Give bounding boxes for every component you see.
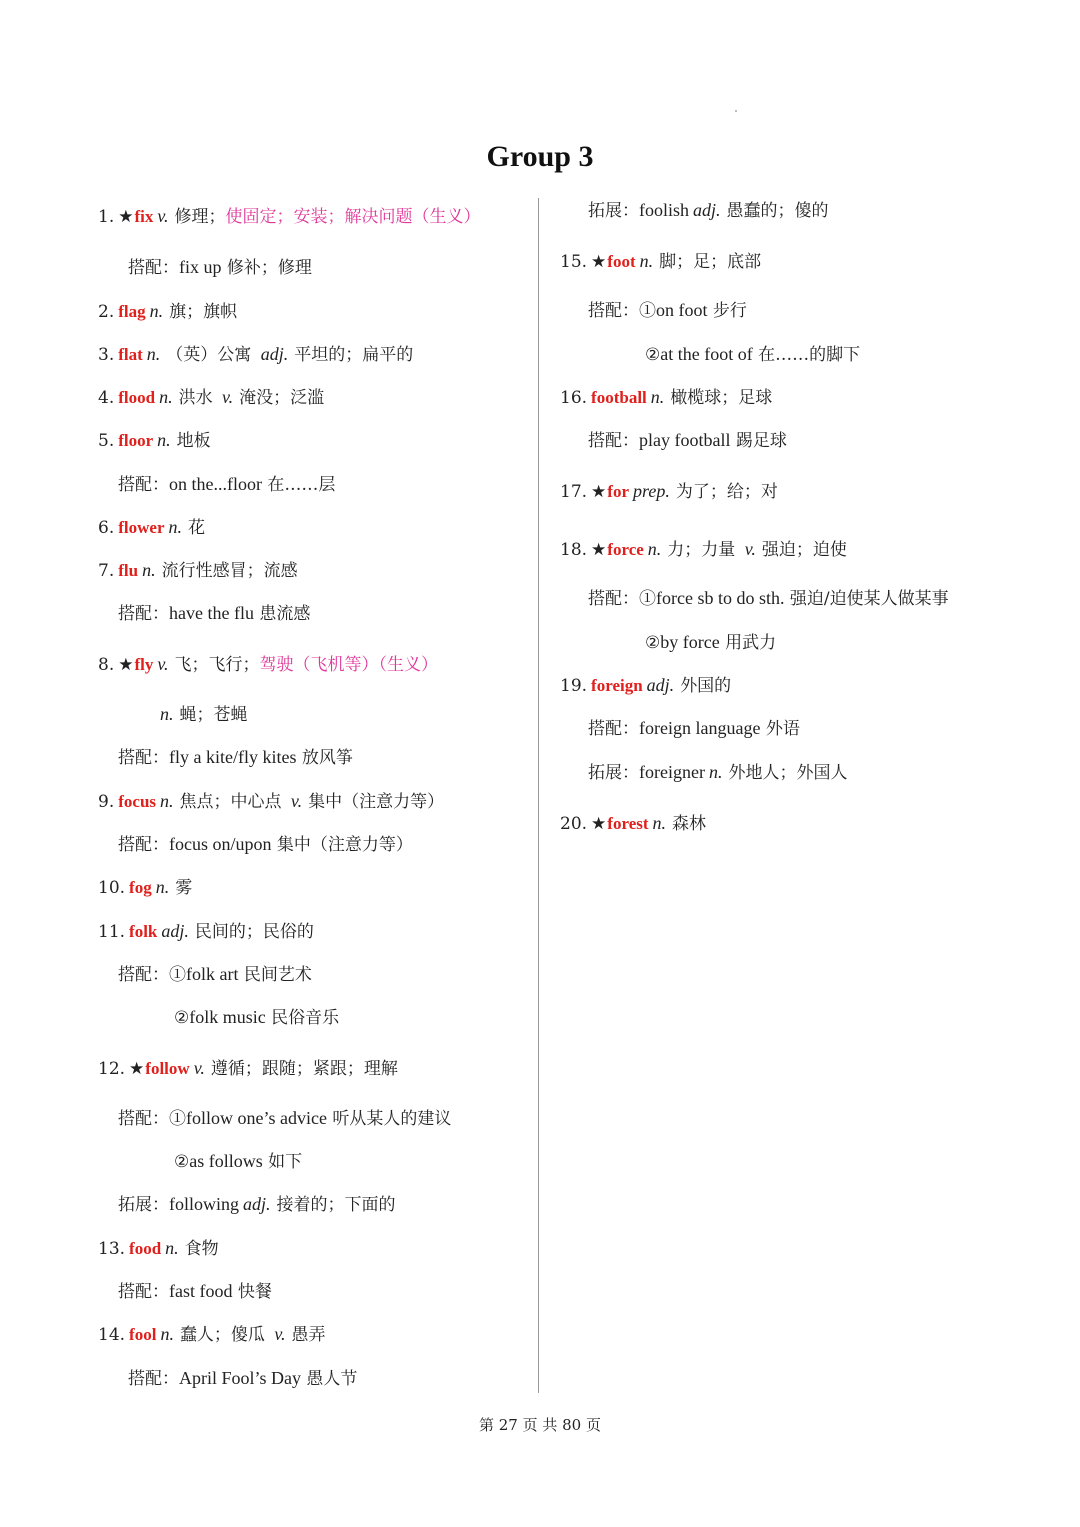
extended-meaning: 驾驶（飞机等）（生义）: [259, 655, 439, 675]
vocab-entry: [560, 538, 847, 561]
vocab-entry: [560, 386, 772, 409]
part-of-speech: v.: [290, 791, 303, 811]
definition: 为了；给；对: [675, 482, 778, 502]
definition: 蝇；苍蝇: [179, 705, 248, 725]
part-of-speech: n.: [146, 344, 161, 364]
entry-number: 2.: [98, 302, 115, 322]
vocab-entry: [98, 1237, 219, 1260]
definition: 外地人；外国人: [728, 763, 848, 783]
phrase: on the...floor: [169, 474, 262, 494]
part-of-speech: n.: [155, 877, 170, 897]
entry-number: 17.: [560, 482, 588, 502]
vocab-entry: [560, 812, 706, 835]
detail-label: 拓展：: [588, 201, 639, 221]
definition: ②: [645, 633, 661, 653]
definition: 放风筝: [296, 748, 353, 768]
entry-detail: [118, 1280, 272, 1303]
definition: 飞；飞行；: [174, 655, 260, 675]
phrase: following: [169, 1194, 239, 1214]
vocab-entry: [560, 480, 778, 503]
definition: 在……的脚下: [752, 345, 861, 365]
definition: ①: [639, 589, 656, 609]
headword: for: [607, 482, 630, 501]
definition: 流行性感冒；流感: [161, 561, 298, 581]
headword: focus: [118, 792, 157, 811]
headword: fix: [134, 207, 154, 226]
part-of-speech: v.: [744, 539, 756, 559]
vocab-entry: [98, 1323, 326, 1346]
part-of-speech: n.: [647, 539, 662, 559]
entry-number: 9.: [98, 792, 115, 812]
definition: 听从某人的建议: [326, 1109, 452, 1129]
definition: 强迫/迫使某人做某事: [784, 589, 949, 609]
entry-detail: [128, 256, 312, 279]
headword: follow: [145, 1059, 190, 1078]
entry-number: 6.: [98, 518, 115, 538]
definition: 接着的；下面的: [276, 1195, 396, 1215]
definition: 旗；旗帜: [169, 302, 238, 322]
part-of-speech: adj.: [646, 675, 675, 695]
headword: foot: [607, 252, 636, 271]
entry-number: 3.: [98, 345, 115, 365]
phrase: April Fool’s Day: [179, 1368, 302, 1388]
headword: flu: [118, 561, 139, 580]
part-of-speech: n.: [160, 791, 174, 811]
detail-label: 搭配：: [118, 604, 169, 624]
entry-number: 10.: [98, 878, 126, 898]
phrase: have the flu: [169, 603, 254, 623]
entry-number: 18.: [560, 540, 588, 560]
definition: 强迫；迫使: [761, 540, 847, 560]
definition: 遵循；跟随；紧跟；理解: [210, 1059, 398, 1079]
headword: forest: [607, 814, 649, 833]
part-of-speech: n.: [142, 560, 156, 580]
part-of-speech: n.: [650, 387, 665, 407]
entry-detail: [588, 429, 787, 452]
phrase: at the foot of: [660, 344, 753, 364]
definition: 花: [188, 518, 205, 538]
phrase: foreigner: [639, 762, 705, 782]
headword: foreign: [591, 676, 643, 695]
headword: fly: [134, 655, 154, 674]
vocab-entry: [98, 559, 298, 582]
entry-number: 8.: [98, 655, 115, 675]
entry-detail: [588, 717, 800, 740]
detail-label: 搭配：: [588, 301, 639, 321]
vocab-entry: [98, 920, 314, 943]
stray-mark: [735, 110, 737, 112]
phrase: fast food: [169, 1281, 233, 1301]
phrase: as follows: [189, 1151, 263, 1171]
phrase: fix up: [179, 257, 222, 277]
entry-detail-continued: [645, 343, 860, 366]
entry-detail: [118, 963, 312, 986]
part-of-speech: v.: [221, 387, 234, 407]
detail-label: 搭配：: [118, 835, 169, 855]
definition: 食物: [184, 1239, 219, 1259]
vocab-entry: [98, 876, 192, 899]
definition: 愚弄: [291, 1325, 326, 1345]
vocab-entry: [560, 250, 761, 273]
definition: 外国的: [680, 676, 732, 696]
entry-detail: [588, 299, 747, 322]
detail-label: 搭配：: [118, 965, 169, 985]
entry-detail-continued: [645, 631, 776, 654]
phrase: folk art: [186, 964, 239, 984]
phrase: force sb to do sth.: [656, 588, 785, 608]
definition: ②: [174, 1008, 190, 1028]
headword: food: [129, 1239, 162, 1258]
entry-detail: [128, 1367, 357, 1390]
detail-label: 搭配：: [588, 431, 639, 451]
detail-label: 搭配：: [118, 1109, 169, 1129]
entry-detail-continued: [174, 1006, 339, 1029]
star-icon: ★: [591, 814, 607, 834]
entry-number: 5.: [98, 431, 115, 451]
entry-detail: [588, 199, 829, 222]
page-title: Group 3: [486, 140, 594, 173]
part-of-speech: n.: [168, 517, 182, 537]
part-of-speech: v.: [157, 654, 169, 674]
headword: fool: [129, 1325, 157, 1344]
entry-detail: [118, 602, 310, 625]
part-of-speech: v.: [157, 206, 169, 226]
part-of-speech: n.: [149, 301, 164, 321]
entry-number: 13.: [98, 1239, 126, 1259]
headword: flag: [118, 302, 146, 321]
part-of-speech: prep.: [633, 481, 670, 501]
definition: （英）公寓: [166, 345, 257, 365]
definition: 修理；: [174, 207, 226, 227]
definition: 如下: [262, 1152, 303, 1172]
entry-number: 15.: [560, 252, 588, 272]
phrase: on foot: [656, 300, 708, 320]
entry-detail: [588, 587, 949, 610]
entry-number: 14.: [98, 1325, 126, 1345]
definition: ②: [645, 345, 661, 365]
star-icon: ★: [591, 482, 607, 502]
definition: ①: [169, 965, 186, 985]
definition: 用武力: [719, 633, 777, 653]
entry-number: 4.: [98, 388, 115, 408]
vocab-entry: [98, 386, 324, 409]
definition: 修补；修理: [221, 258, 312, 278]
phrase: foolish: [639, 200, 690, 220]
definition: 雾: [175, 878, 193, 898]
part-of-speech: adj.: [693, 200, 721, 220]
definition: 民间的；民俗的: [194, 922, 314, 942]
entry-detail-continued: [174, 1150, 302, 1173]
part-of-speech: n.: [652, 813, 667, 833]
detail-label: 拓展：: [588, 763, 639, 783]
definition: 踢足球: [730, 431, 787, 451]
entry-detail: [118, 473, 335, 496]
part-of-speech: n.: [160, 704, 174, 724]
definition: 集中（注意力等）: [308, 792, 445, 812]
detail-label: 搭配：: [588, 589, 639, 609]
part-of-speech: adj.: [161, 921, 189, 941]
vocab-entry: [98, 343, 413, 366]
headword: floor: [118, 431, 154, 450]
column-divider: [538, 198, 539, 1393]
detail-label: 搭配：: [118, 748, 169, 768]
headword: fog: [129, 878, 152, 897]
headword: flat: [118, 345, 143, 364]
star-icon: ★: [591, 540, 607, 560]
detail-label: 搭配：: [128, 1369, 179, 1389]
headword: force: [607, 540, 644, 559]
detail-label: 搭配：: [118, 1282, 169, 1302]
detail-label: 拓展：: [118, 1195, 169, 1215]
entry-detail: [118, 1107, 451, 1130]
definition: 橄榄球；足球: [670, 388, 773, 408]
headword: football: [591, 388, 647, 407]
definition: 患流感: [253, 604, 311, 624]
phrase: by force: [660, 632, 720, 652]
entry-number: 11.: [98, 922, 126, 942]
definition: 洪水: [178, 388, 218, 408]
phrase: folk music: [189, 1007, 266, 1027]
entry-detail: [118, 833, 413, 856]
part-of-speech: n.: [708, 762, 723, 782]
definition: 步行: [707, 301, 747, 321]
phrase: follow one’s advice: [186, 1108, 327, 1128]
entry-detail: [118, 1193, 396, 1216]
star-icon: ★: [118, 207, 134, 227]
star-icon: ★: [118, 655, 134, 675]
definition: 平坦的；扁平的: [294, 345, 414, 365]
definition: 民间艺术: [238, 965, 312, 985]
part-of-speech: v.: [274, 1324, 286, 1344]
detail-label: 搭配：: [588, 719, 639, 739]
entry-detail: [118, 746, 353, 769]
star-icon: ★: [591, 252, 607, 272]
extended-meaning: 使固定；安装；解决问题（生义）: [225, 207, 481, 227]
star-icon: ★: [129, 1059, 145, 1079]
definition: 蠢人；傻瓜: [179, 1325, 271, 1345]
entry-number: 20.: [560, 814, 588, 834]
definition: ①: [169, 1109, 186, 1129]
part-of-speech: n.: [159, 387, 173, 407]
definition: 外语: [760, 719, 800, 739]
part-of-speech: adj.: [260, 344, 289, 364]
definition: 森林: [672, 814, 707, 834]
headword: flood: [118, 388, 156, 407]
definition: 快餐: [232, 1282, 272, 1302]
entry-number: 7.: [98, 561, 115, 581]
vocab-entry: [98, 300, 237, 323]
definition: 集中（注意力等）: [271, 835, 413, 855]
definition: 民俗音乐: [265, 1008, 340, 1028]
vocab-entry: [98, 516, 205, 539]
definition: 愚蠢的；傻的: [726, 201, 829, 221]
phrase: play football: [639, 430, 731, 450]
definition: 脚；足；底部: [659, 252, 762, 272]
vocab-entry: [560, 674, 731, 697]
entry-number: 12.: [98, 1059, 126, 1079]
definition: 在……层: [261, 475, 336, 495]
phrase: foreign language: [639, 718, 761, 738]
vocab-entry: [98, 205, 481, 228]
entry-detail: [588, 761, 847, 784]
phrase: focus on/upon: [169, 834, 272, 854]
vocab-entry: [98, 1057, 398, 1080]
detail-label: 搭配：: [128, 258, 179, 278]
part-of-speech: n.: [639, 251, 654, 271]
definition: 淹没；泛滥: [239, 388, 325, 408]
entry-sense-continued: [156, 703, 248, 726]
vocab-entry: [98, 653, 438, 676]
definition: 地板: [176, 431, 211, 451]
headword: flower: [118, 518, 165, 537]
part-of-speech: adj.: [243, 1194, 271, 1214]
vocab-entry: [98, 429, 211, 452]
detail-label: 搭配：: [118, 475, 169, 495]
headword: folk: [129, 922, 158, 941]
definition: 愚人节: [301, 1369, 358, 1389]
definition: ①: [639, 301, 656, 321]
page-footer: 第 27 页 共 80 页: [478, 1416, 601, 1434]
vocab-entry: [98, 790, 444, 813]
part-of-speech: n.: [160, 1324, 174, 1344]
part-of-speech: n.: [165, 1238, 179, 1258]
part-of-speech: v.: [193, 1058, 205, 1078]
entry-number: 16.: [560, 388, 588, 408]
entry-number: 1.: [98, 207, 115, 227]
definition: ②: [174, 1152, 190, 1172]
definition: 焦点；中心点: [179, 792, 287, 812]
definition: 力；力量: [667, 540, 741, 560]
phrase: fly a kite/fly kites: [169, 747, 297, 767]
entry-number: 19.: [560, 676, 588, 696]
part-of-speech: n.: [157, 430, 171, 450]
